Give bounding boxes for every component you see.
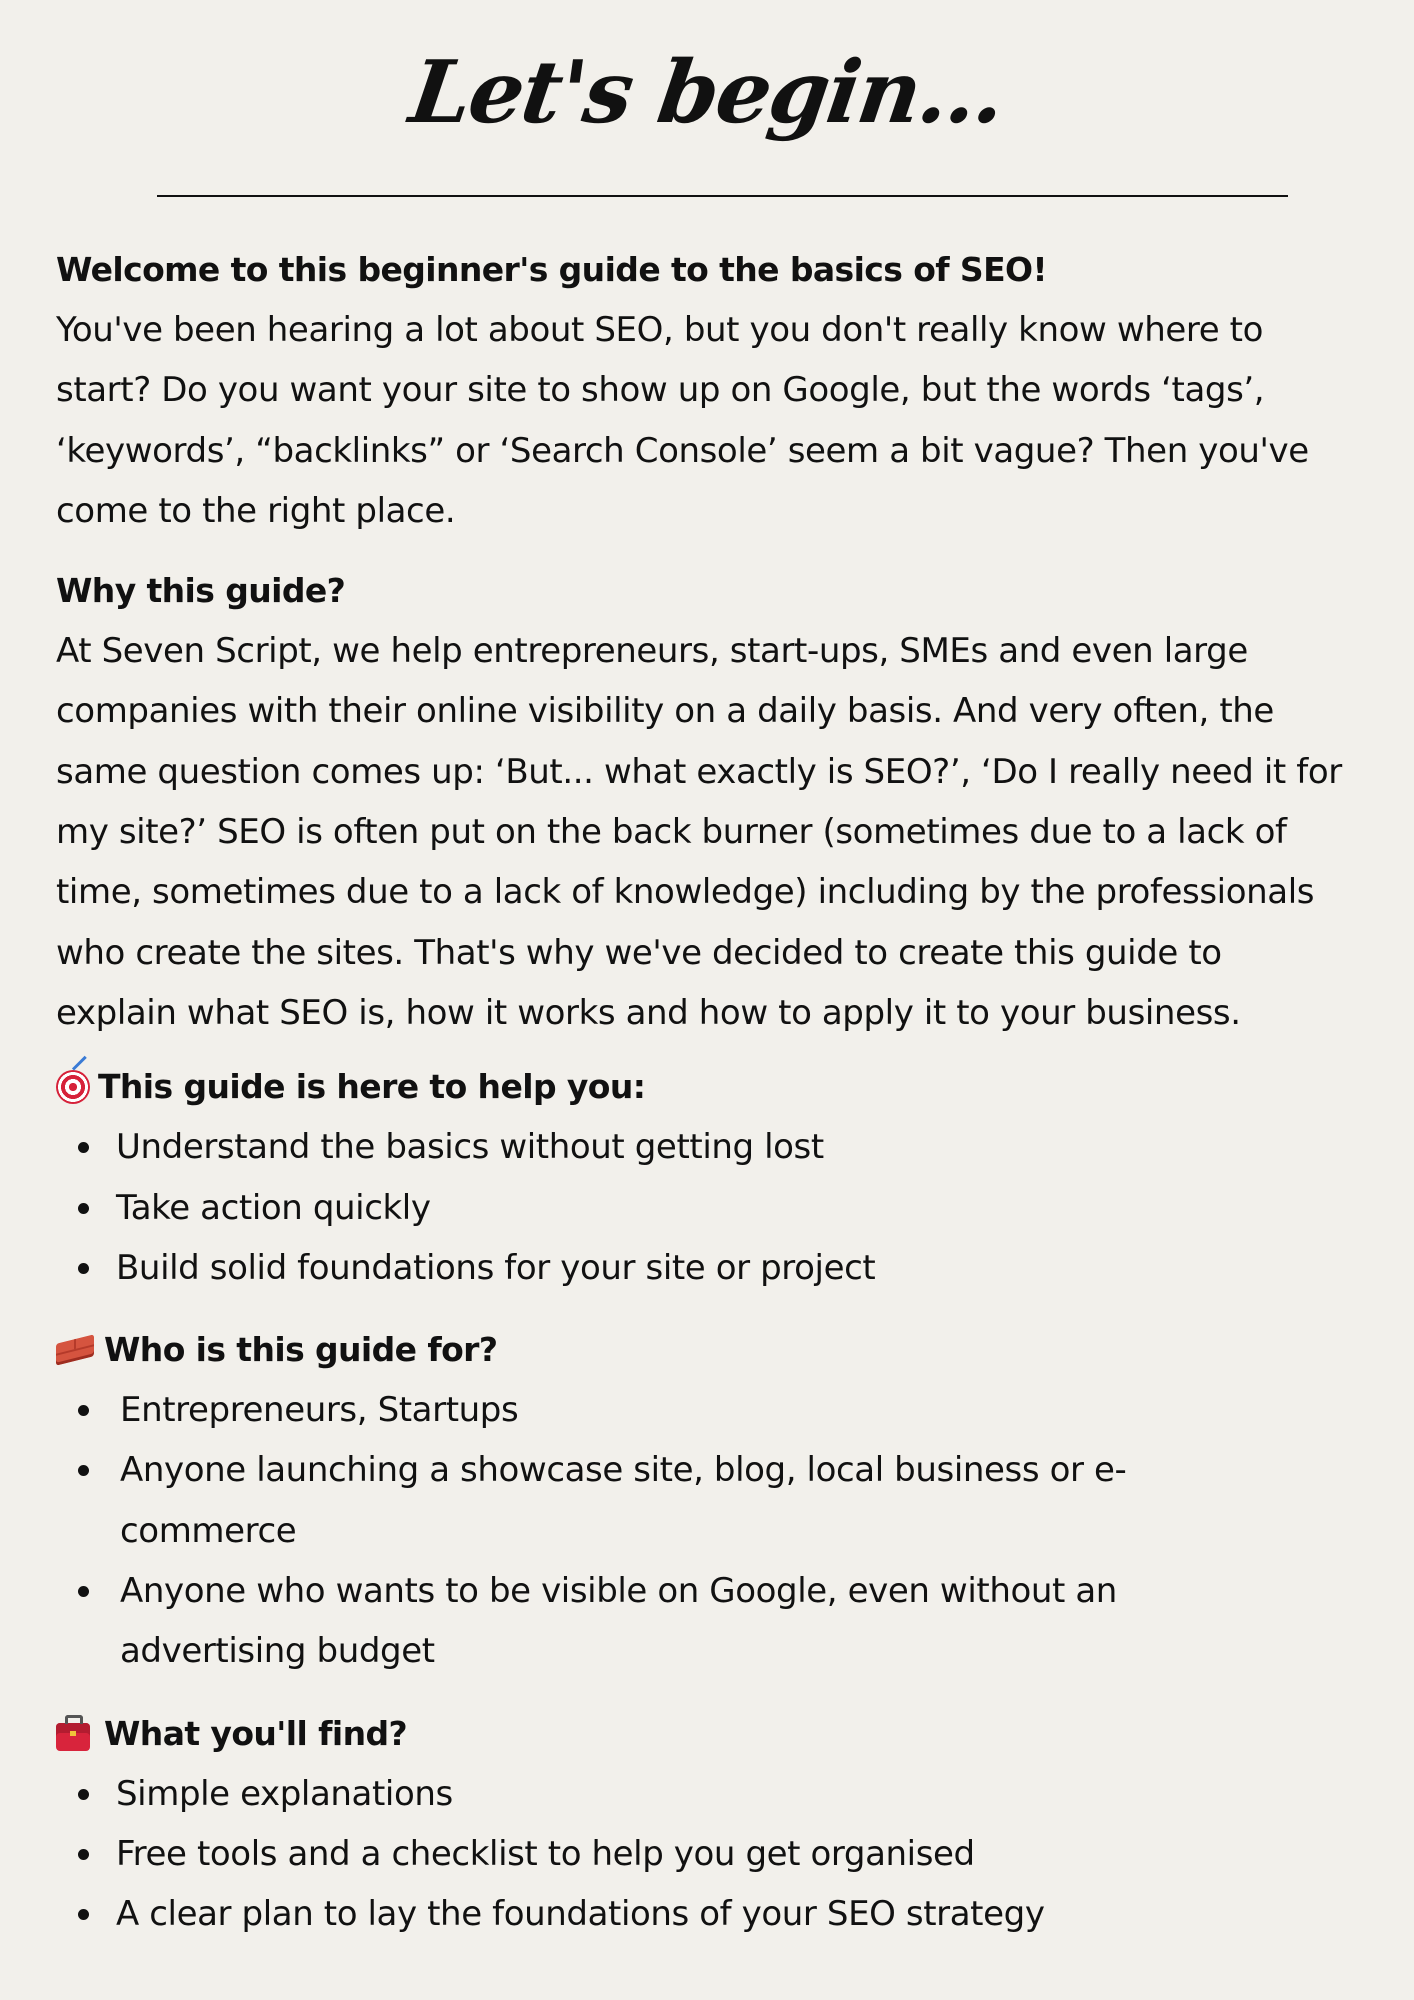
intro-line: come to the right place.	[56, 490, 456, 531]
audience-list	[56, 1380, 1376, 1681]
intro-line: start? Do you want your site to show up on Google, but the words ‘tags’,	[56, 370, 1265, 411]
page-title: Let's begin...	[404, 42, 1010, 143]
help-heading	[56, 1057, 1376, 1117]
list-item-text: advertising budget	[120, 1631, 435, 1672]
title-divider	[157, 195, 1288, 197]
list-item: Take action quickly	[56, 1178, 1376, 1238]
why-line: explain what SEO is, how it works and how to apply it to your business.	[56, 992, 1241, 1033]
list-item	[56, 1380, 1376, 1440]
list-item-text: Anyone launching a showcase site, blog, local business or e-	[120, 1450, 1127, 1491]
intro-paragraph	[56, 300, 1376, 541]
find-list	[56, 1764, 1376, 1945]
why-paragraph	[56, 621, 1376, 1043]
list-item	[56, 1440, 1376, 1561]
list-item: Understand the basics without getting lost	[56, 1117, 1376, 1177]
why-heading: Why this guide?	[56, 571, 346, 611]
why-line: who create the sites. That's why we've decided to create this guide to	[56, 932, 1222, 973]
list-item: Build solid foundations for your site or project	[56, 1238, 1376, 1298]
content	[56, 240, 1376, 1945]
intro-line: ‘keywords’, “backlinks” or ‘Search Console’ seem a bit vague? Then you've	[56, 430, 1309, 471]
list-item: A clear plan to lay the foundations of your SEO strategy	[56, 1884, 1376, 1944]
list-item: Free tools and a checklist to help you get organised	[56, 1824, 1376, 1884]
list-item: Simple explanations	[56, 1764, 1376, 1824]
why-line: my site?’ SEO is often put on the back burner (sometimes due to a lack of	[56, 812, 1287, 853]
intro-line: You've been hearing a lot about SEO, but you don't really know where to	[56, 310, 1264, 350]
list-item-text: commerce	[120, 1510, 297, 1551]
list-item-text: Entrepreneurs, Startups	[120, 1390, 519, 1431]
audience-heading-text: Who is this guide for?	[104, 1330, 498, 1370]
help-heading-text: This guide is here to help you:	[98, 1067, 646, 1107]
target-icon	[56, 1070, 90, 1104]
why-line: companies with their online visibility on a daily basis. And very often, the	[56, 691, 1274, 732]
find-heading	[56, 1704, 1376, 1764]
list-item-text: Anyone who wants to be visible on Google, even without an	[120, 1571, 1117, 1612]
why-line: time, sometimes due to a lack of knowledge) including by the professionals	[56, 872, 1315, 913]
toolbox-icon	[56, 1723, 90, 1751]
list-item	[56, 1561, 1376, 1682]
why-line: same question comes up: ‘But... what exactly is SEO?’, ‘Do I really need it for	[56, 751, 1342, 792]
find-heading-text: What you'll find?	[104, 1713, 408, 1753]
brick-icon	[56, 1334, 94, 1365]
why-line: At Seven Script, we help entrepreneurs, start-ups, SMEs and even large	[56, 631, 1248, 672]
help-list	[56, 1117, 1376, 1298]
audience-heading	[56, 1320, 1376, 1380]
intro-heading: Welcome to this beginner's guide to the basics of SEO!	[56, 250, 1047, 289]
